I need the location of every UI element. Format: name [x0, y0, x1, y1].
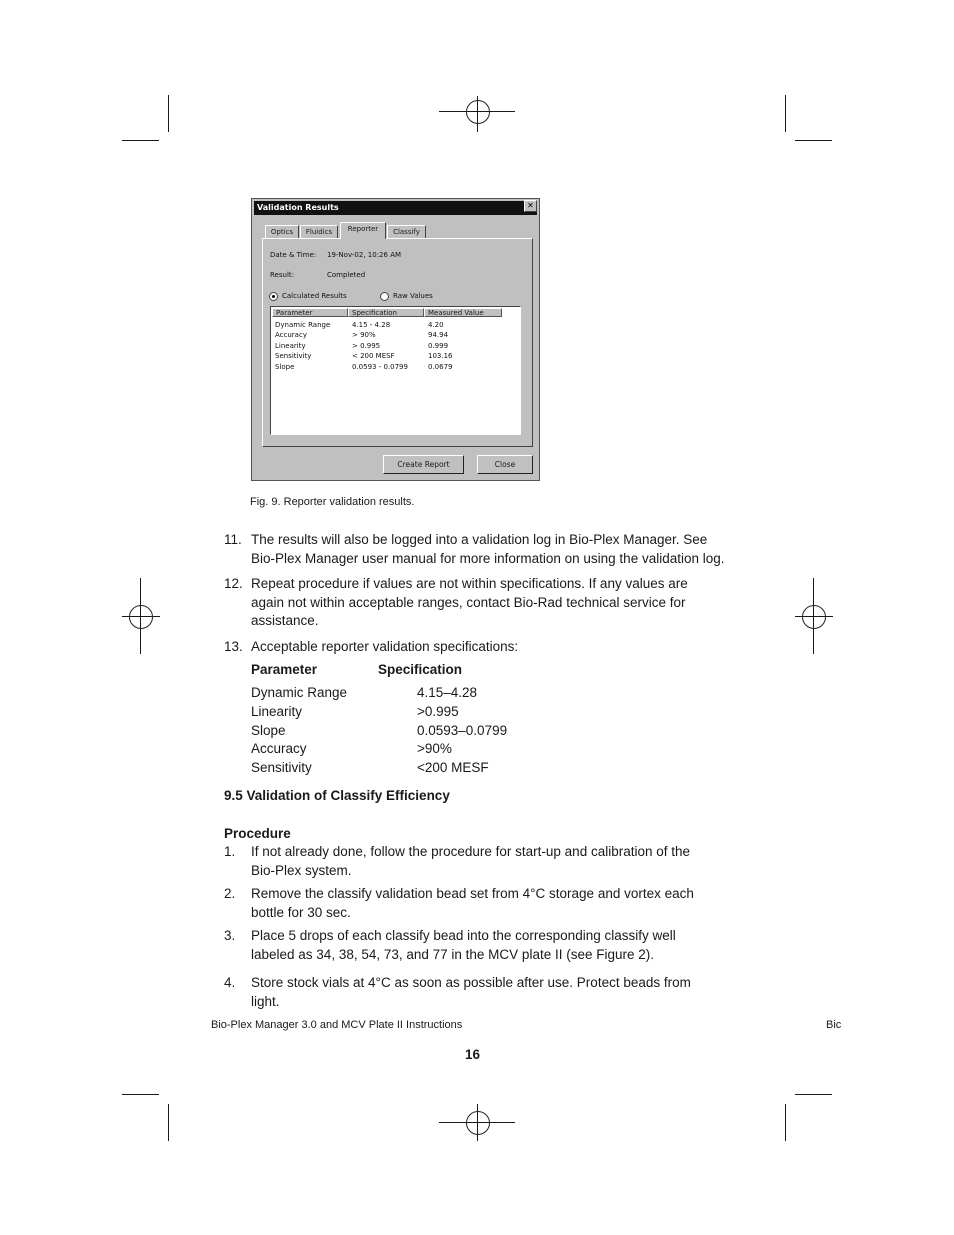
list-cell: 0.0679 [428, 362, 453, 371]
list-cell: > 90% [352, 331, 376, 340]
crop-mark-top-right-v [785, 95, 786, 132]
dialog-title-bar [254, 201, 537, 215]
step-number: 13. [224, 639, 243, 654]
step-text: Place 5 drops of each classify bead into the corresponding classify well [251, 928, 676, 943]
radio-calculated-label: Calculated Results [282, 292, 347, 300]
close-button[interactable]: Close [477, 455, 533, 474]
step-text: If not already done, follow the procedure for start-up and calibration of the [251, 844, 691, 859]
list-col-specification [352, 320, 408, 372]
step-text: Bio-Plex system. [251, 863, 352, 878]
list-item[interactable]: Sensitivity [275, 352, 312, 361]
list-cell: 4.20 [428, 321, 444, 329]
spec-value: >90% [417, 741, 452, 756]
tab-classify[interactable]: Classify [387, 225, 426, 238]
page-number: 16 [465, 1047, 481, 1062]
step-number: 12. [224, 576, 243, 591]
column-header-specification[interactable]: Specification [348, 308, 424, 317]
results-listview[interactable] [270, 306, 521, 435]
spec-param: Linearity [251, 704, 303, 719]
validation-results-dialog [251, 198, 540, 481]
spec-value: <200 MESF [417, 760, 489, 775]
dialog-title: Validation Results [257, 203, 339, 212]
list-cell: > 0.995 [352, 341, 381, 350]
step-text: Remove the classify validation bead set from 4°C storage and vortex each [251, 886, 694, 901]
step-text: The results will also be logged into a validation log in Bio-Plex Manager. See [251, 532, 708, 547]
footer-left: Bio-Plex Manager 3.0 and MCV Plate II Instructions [211, 1019, 463, 1031]
create-report-button[interactable]: Create Report [383, 455, 464, 474]
radio-raw-label: Raw Values [393, 292, 433, 300]
list-cell: < 200 MESF [352, 352, 395, 361]
step-text: assistance. [251, 613, 319, 628]
crop-mark-bottom-left-v [168, 1104, 169, 1141]
tab-optics[interactable]: Optics [265, 225, 299, 238]
footer-right: Bic [826, 1019, 842, 1031]
step-text: bottle for 30 sec. [251, 905, 351, 920]
step-number: 4. [224, 975, 236, 990]
list-cell: 0.999 [428, 341, 449, 350]
list-cell: 94.94 [428, 331, 449, 340]
list-item[interactable]: Linearity [275, 341, 306, 350]
list-col-measured [428, 320, 453, 372]
step-text: Store stock vials at 4°C as soon as possible after use. Protect beads from [251, 975, 691, 990]
column-header-parameter[interactable]: Parameter [272, 308, 348, 317]
crop-mark-top-right-h [795, 140, 832, 141]
step-text: again not within acceptable ranges, contact Bio-Rad technical service for [251, 595, 686, 610]
spec-value: 4.15–4.28 [417, 685, 478, 700]
result-label: Result: [270, 271, 294, 279]
spec-param: Dynamic Range [251, 685, 348, 700]
step-number: 2. [224, 886, 236, 901]
radio-raw-values[interactable] [380, 292, 389, 301]
spec-value: >0.995 [417, 704, 459, 719]
section-heading: 9.5 Validation of Classify Efficiency [224, 788, 450, 803]
step-number: 3. [224, 928, 236, 943]
step-text: Repeat procedure if values are not within specifications. If any values are [251, 576, 688, 591]
list-col-parameter [275, 320, 330, 372]
date-value: 19-Nov-02, 10:26 AM [327, 251, 402, 259]
spec-header-specification: Specification [378, 662, 463, 677]
radio-calculated-results[interactable] [269, 292, 278, 301]
step-text: light. [251, 994, 280, 1009]
close-icon[interactable]: ✕ [524, 200, 537, 212]
spec-param: Slope [251, 723, 286, 738]
procedure-heading: Procedure [224, 826, 291, 841]
crop-mark-top-left-v [168, 95, 169, 132]
spec-value: 0.0593–0.0799 [417, 723, 508, 738]
spec-param: Accuracy [251, 741, 307, 756]
crop-mark-bottom-right-h [795, 1094, 832, 1095]
spec-param: Sensitivity [251, 760, 312, 775]
list-item[interactable]: Accuracy [275, 331, 307, 340]
tab-fluidics[interactable]: Fluidics [300, 225, 338, 238]
crop-mark-bottom-left-h [122, 1094, 159, 1095]
step-text: Bio-Plex Manager user manual for more information on using the validation log. [251, 551, 725, 566]
crop-mark-top-left-h [122, 140, 159, 141]
step-text: labeled as 34, 38, 54, 73, and 77 in the MCV plate II (see Figure 2). [251, 947, 654, 962]
date-label: Date & Time: [270, 251, 317, 259]
step-number: 11. [224, 532, 242, 547]
crop-mark-bottom-right-v [785, 1104, 786, 1141]
spec-header-parameter: Parameter [251, 662, 318, 677]
list-cell: 0.0593 - 0.0799 [352, 362, 408, 371]
list-cell: 103.16 [428, 352, 453, 361]
step-text: Acceptable reporter validation specifications: [251, 639, 519, 654]
step-number: 1. [224, 844, 236, 859]
list-cell: 4.15 - 4.28 [352, 321, 391, 329]
tab-reporter[interactable]: Reporter [340, 222, 386, 239]
list-item[interactable]: Slope [275, 362, 295, 371]
result-value: Completed [327, 271, 366, 279]
figure-caption: Fig. 9. Reporter validation results. [250, 496, 415, 508]
column-header-measured-value[interactable]: Measured Value [424, 308, 502, 317]
list-item[interactable]: Dynamic Range [275, 321, 331, 329]
